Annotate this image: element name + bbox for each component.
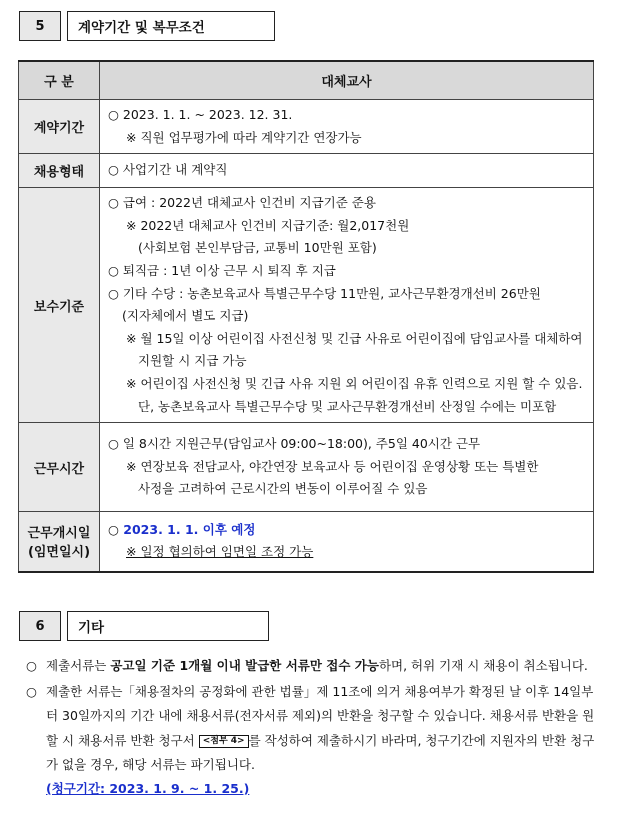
bullet-mark: ○ — [26, 658, 37, 673]
row-label: 계약기간 — [19, 100, 100, 154]
table-row — [19, 423, 594, 512]
row-content — [100, 100, 594, 154]
row-label-line: 근무개시일 — [27, 526, 91, 542]
content-line: ○ 퇴직금 : 1년 이상 근무 시 퇴직 후 지급 — [108, 262, 336, 278]
row-label — [19, 512, 100, 572]
header-category: 구 분 — [19, 61, 100, 100]
content-line: ※ 직원 업무평가에 따라 계약기간 연장가능 — [126, 129, 362, 145]
paragraph — [26, 680, 596, 801]
content-line: ※ 일정 협의하여 임면일 조정 가능 — [126, 544, 314, 560]
emphasis-text: 공고일 기준 1개월 이내 발급한 서류만 접수 가능 — [110, 658, 379, 673]
text-run: 를 작성하여 제출하시기 바라며, 청구기간에 지원자의 반환 청구가 없을 경우, 해당 서류는 파기됩니다. — [46, 732, 595, 772]
content-line: (지자체에서 별도 지급) — [122, 308, 249, 324]
text-run: 하며, 허위 기재 시 채용이 취소됩니다. — [378, 658, 588, 673]
row-label: 근무시간 — [19, 423, 100, 512]
table-row — [19, 512, 594, 572]
row-content — [100, 512, 594, 572]
section-title: 기타 — [67, 611, 269, 641]
section-number: 5 — [19, 11, 61, 41]
conditions-table — [18, 60, 594, 573]
section-5-header — [19, 11, 275, 41]
row-label: 채용형태 — [19, 154, 100, 188]
content-line: ○ 급여 : 2022년 대체교사 인건비 지급기준 준용 — [108, 195, 376, 211]
text-run: 제출서류는 — [46, 658, 111, 673]
section-6-header — [19, 611, 269, 641]
attachment-tag: <첨부 4> — [199, 735, 249, 748]
request-period: (청구기간: 2023. 1. 9. ~ 1. 25.) — [46, 781, 250, 797]
table-header-row — [19, 61, 594, 100]
content-line: ○ 사업기간 내 계약직 — [108, 162, 228, 178]
section-6-body — [26, 654, 596, 801]
paragraph — [26, 654, 596, 678]
content-line: 단, 농촌보육교사 특별근무수당 및 교사근무환경개선비 산정일 수에는 미포함 — [138, 398, 557, 414]
content-line: ○ 일 8시간 지원근무(담임교사 09:00~18:00), 주5일 40시간 근무 — [108, 436, 481, 452]
table-row — [19, 188, 594, 423]
content-line: ○ 2023. 1. 1. ~ 2023. 12. 31. — [108, 107, 293, 122]
content-line: 지원할 시 지급 가능 — [138, 353, 247, 369]
table-row — [19, 100, 594, 154]
row-label-line: (임면일시) — [27, 545, 91, 561]
text-run: 제출한 서류는「채용절차의 공정화에 관한 법률」제 11조에 의거 채용여부가 확정된 날 이후 14일부터 30일까지의 기간 내에 채용서류(전자서류 제외)의 반환을 청구할 수 있습니다. 채용서류 반환을 원할 시 채용서류 반환 청구서 — [46, 684, 595, 748]
content-line — [108, 519, 587, 542]
section-title: 계약기간 및 복무조건 — [67, 11, 275, 41]
content-line: ※ 월 15일 이상 어린이집 사전신청 및 긴급 사유로 어린이집에 담임교사를 대체하여 — [126, 330, 583, 346]
content-line: ※ 어린이집 사전신청 및 긴급 사유 지원 외 어린이집 유휴 인력으로 지원 할 수 있음. — [126, 375, 583, 391]
header-substitute-teacher: 대체교사 — [100, 61, 594, 100]
bullet-mark: ○ — [26, 684, 37, 700]
row-content — [100, 154, 594, 188]
start-date-text: 2023. 1. 1. 이후 예정 — [123, 521, 256, 537]
content-line: ※ 2022년 대체교사 인건비 지급기준: 월2,017천원 — [126, 217, 410, 233]
table-row — [19, 154, 594, 188]
section-number: 6 — [19, 611, 61, 641]
content-line: ○ 기타 수당 : 농촌보육교사 특별근무수당 11만원, 교사근무환경개선비 26만원 — [108, 285, 541, 301]
content-line: ※ 연장보육 전담교사, 야간연장 보육교사 등 어린이집 운영상황 또는 특별한 — [126, 458, 539, 474]
bullet-mark: ○ — [108, 521, 119, 537]
content-line: (사회보험 본인부담금, 교통비 10만원 포함) — [138, 240, 377, 256]
row-content — [100, 188, 594, 423]
content-line: 사정을 고려하여 근로시간의 변동이 이루어질 수 있음 — [138, 481, 428, 497]
row-content — [100, 423, 594, 512]
row-label: 보수기준 — [19, 188, 100, 423]
